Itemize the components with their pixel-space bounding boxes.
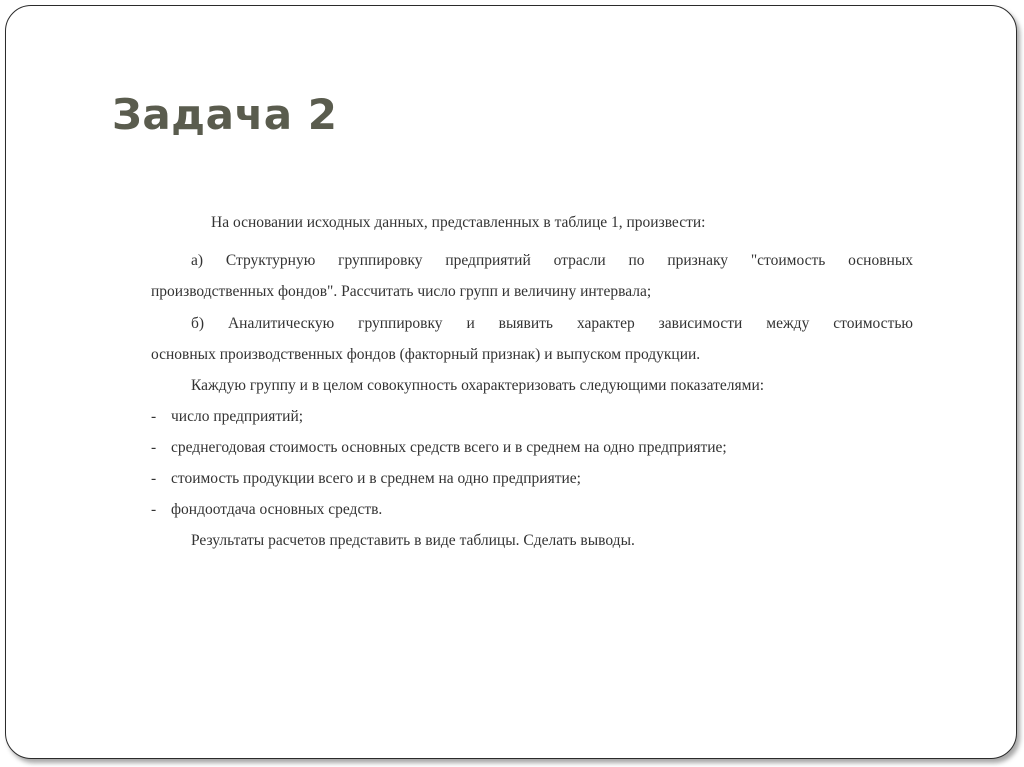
bullet-item — [151, 501, 382, 519]
bullet-dash: - — [151, 408, 157, 425]
bullet-dash: - — [151, 470, 157, 487]
item-a-line-2: производственных фондов". Рассчитать число групп и величину интервала; — [151, 283, 652, 300]
results-line: Результаты расчетов представить в виде таблицы. Сделать выводы. — [191, 532, 635, 549]
bullet-text: среднегодовая стоимость основных средств всего и в среднем на одно предприятие; — [171, 439, 727, 456]
bullet-dash: - — [151, 439, 157, 456]
indicators-intro-line: Каждую группу и в целом совокупность охарактеризовать следующими показателями: — [191, 377, 765, 394]
intro-line: На основании исходных данных, представленных в таблице 1, произвести: — [211, 214, 706, 231]
item-b-line-2: основных производственных фондов (факторный признак) и выпуском продукции. — [151, 346, 701, 363]
bullet-text: стоимость продукции всего и в среднем на одно предприятие; — [171, 470, 581, 487]
bullet-text: число предприятий; — [171, 408, 304, 425]
bullet-item — [151, 439, 727, 457]
bullet-item — [151, 408, 303, 426]
bullet-text: фондоотдача основных средств. — [171, 501, 383, 518]
bullet-dash: - — [151, 501, 157, 518]
slide-frame — [5, 5, 1017, 759]
item-b-line-1: б) Аналитическую группировку и выявить характер зависимости между стоимостью — [191, 315, 913, 332]
item-a-line-1: а) Структурную группировку предприятий отрасли по признаку "стоимость основных — [191, 252, 913, 269]
slide-title: Задача 2 — [112, 90, 338, 139]
bullet-item — [151, 470, 581, 488]
